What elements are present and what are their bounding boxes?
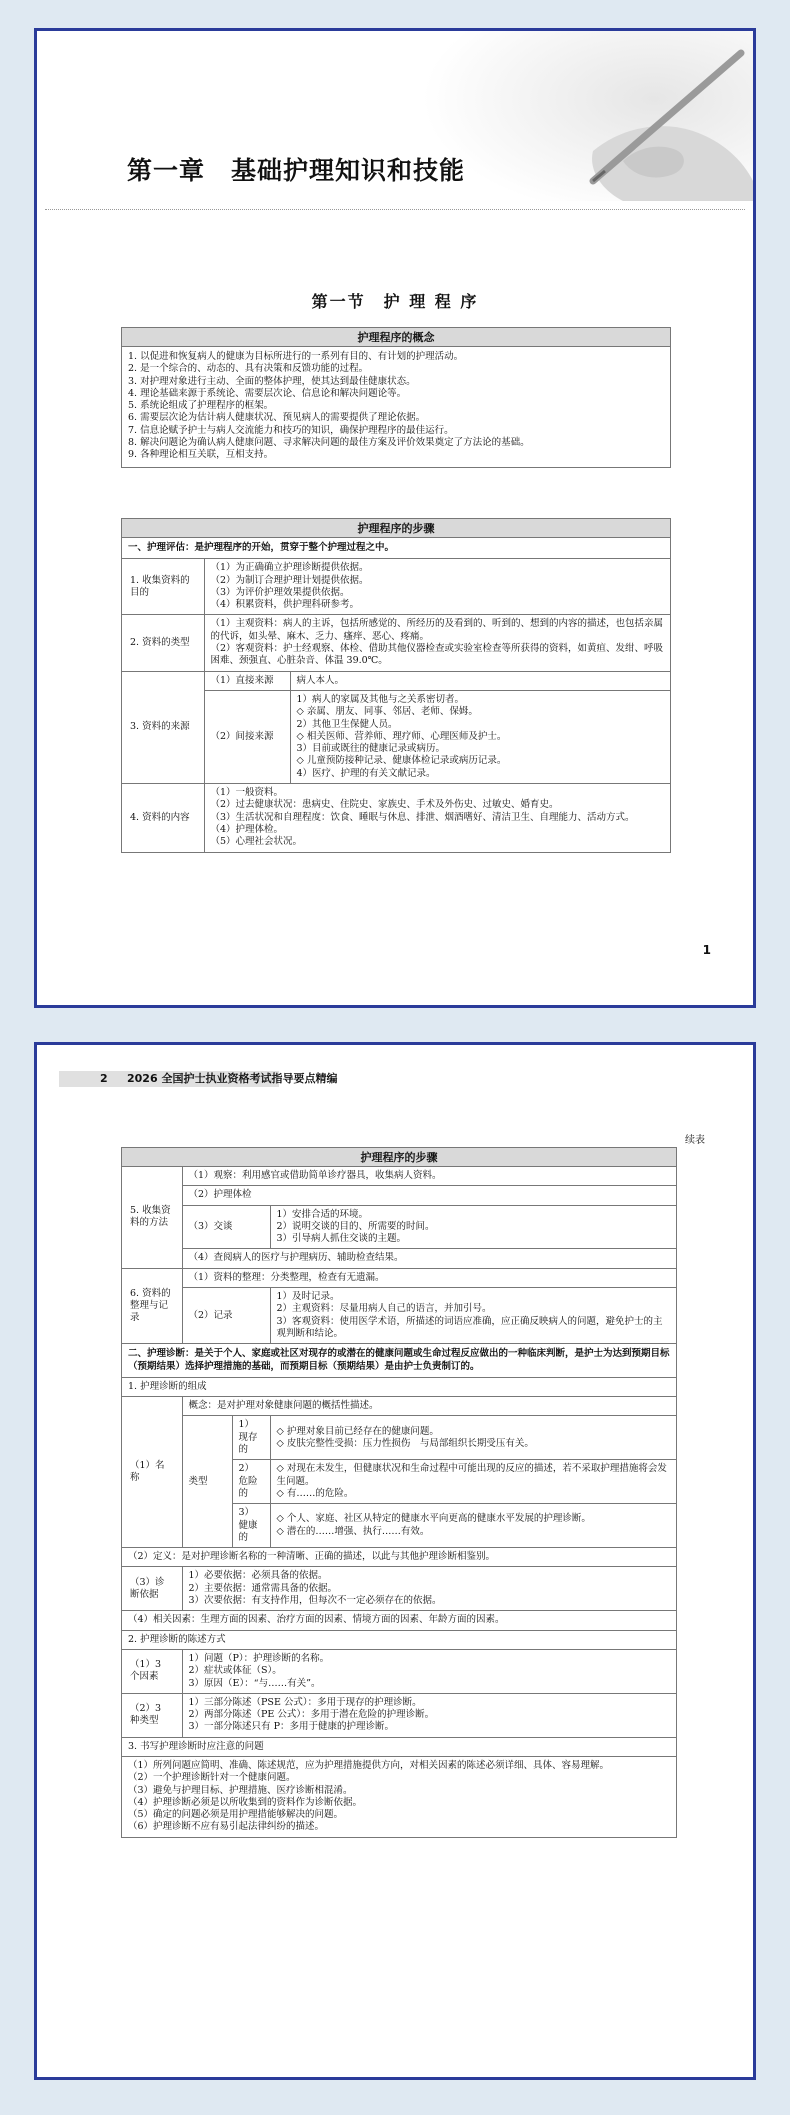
list-item: 3）原因（E）：“与……有关”。 [188, 1677, 321, 1689]
list-item: 3. 对护理对象进行主动、全面的整体护理，使其达到最佳健康状态。 [128, 375, 416, 387]
steps-box [121, 518, 671, 853]
list-item: （2）客观资料：护士经观察、体检、借助其他仪器检查或实验室检查等所获得的资料，如黄疸、发绀、呼吸困难、颈强直、心脏杂音、体温 39.0℃。 [210, 643, 664, 667]
list-item: 2）其他卫生保健人员。 [296, 718, 398, 730]
cell-value: （2）定义：是对护理诊断名称的一种清晰、正确的描述，以此与其他护理诊断相鉴别。 [122, 1548, 676, 1567]
steps-box-title: 护理程序的步骤 [122, 1148, 676, 1167]
list-item: ◇ 潜在的……增强、执行……有效。 [276, 1525, 430, 1537]
list-item: 4）医疗、护理的有关文献记录。 [296, 767, 436, 779]
list-item: （3）生活状况和自理程度：饮食、睡眠与休息、排泄、烟酒嗜好、清洁卫生、自理能力、活动方式。 [210, 811, 635, 823]
page-1 [34, 28, 756, 1008]
section-title: 第一节 护 理 程 序 [311, 292, 479, 311]
page-2 [34, 1042, 756, 2080]
list-item: 1）安排合适的环境。 [276, 1208, 369, 1220]
concept-box [121, 327, 671, 468]
list-item: （2）一个护理诊断针对一个健康问题。 [128, 1772, 296, 1784]
list-item: ◇ 个人、家庭、社区从特定的健康水平向更高的健康水平发展的护理诊断。 [276, 1513, 591, 1525]
list-item: ◇ 对现在未发生，但健康状况和生命过程中可能出现的反应的描述，若不采取护理措施将会发生问题。 [276, 1463, 667, 1487]
header-page-number: 2 [100, 1072, 108, 1085]
list-item: 8. 解决问题论为确认病人健康问题、寻求解决问题的最佳方案及评价效果奠定了方法论的基础。 [128, 437, 530, 449]
row-label: 6. 资料的整理与记录 [122, 1268, 182, 1343]
list-item: 2）症状或体征（S）。 [188, 1665, 282, 1677]
subsection-title: 3. 书写护理诊断时应注意的问题 [122, 1737, 676, 1756]
list-item: 3）一部分陈述只有 P：多用于健康的护理诊断。 [188, 1721, 394, 1733]
list-item: 9. 各种理论相互关联，互相支持。 [128, 449, 274, 461]
list-item: 1. 以促进和恢复病人的健康为目标所进行的一系列有目的、有计划的护理活动。 [128, 351, 464, 362]
list-item: 1）必要依据：必须具备的依据。 [188, 1570, 328, 1582]
list-item: ◇ 护理对象目前已经存在的健康问题。 [276, 1425, 439, 1437]
row-sublabel: （2）记录 [182, 1288, 270, 1344]
list-item: ◇ 亲属、朋友、同事、邻居、老师、保姆。 [296, 706, 478, 718]
row-label: （3）诊断依据 [122, 1567, 182, 1611]
list-item: 7. 信息论赋予护士与病人交流能力和技巧的知识，确保护理程序的最佳运行。 [128, 424, 454, 436]
list-item: 3）客观资料：使用医学术语，所描述的词语应准确，应正确反映病人的问题，避免护士的主观判断和结论。 [276, 1315, 663, 1339]
cell-value: （2）护理体检 [182, 1186, 676, 1205]
row-label: 3. 资料的来源 [122, 671, 204, 783]
list-item: （4）积累资料，供护理科研参考。 [210, 599, 360, 611]
list-item: 4. 理论基础来源于系统论、需要层次论、信息论和解决问题论等。 [128, 387, 407, 399]
list-item: 2）说明交谈的目的、所需要的时间。 [276, 1220, 435, 1232]
cell-value: 概念：是对护理对象健康问题的概括性描述。 [182, 1397, 676, 1416]
steps-table-continued [122, 1167, 676, 1837]
steps-table [122, 538, 670, 852]
subsection-title: 2. 护理诊断的陈述方式 [122, 1630, 676, 1649]
row-sublabel: 类型 [182, 1416, 232, 1548]
list-item: 1）病人的家属及其他与之关系密切者。 [296, 693, 465, 705]
row-sublabel: （1）直接来源 [204, 671, 290, 690]
chapter-title: 第一章 基础护理知识和技能 [127, 156, 466, 185]
section-heading: 二、护理诊断：是关于个人、家庭或社区对现存的或潜在的健康问题或生命过程反应做出的一种临床判断，是护士为达到预期目标（预期结果）选择护理措施的基础，而预期目标（预期结果）是由护士负责制订的。 [122, 1344, 676, 1378]
list-item: （1）为正确确立护理诊断提供依据。 [210, 562, 369, 574]
list-item: （4）护理体检。 [210, 823, 284, 835]
row-label: 5. 收集资料的方法 [122, 1167, 182, 1268]
list-item: （4）护理诊断必须是以所收集到的资料作为诊断依据。 [128, 1796, 363, 1808]
list-item: 2）两部分陈述（PE 公式）：多用于潜在危险的护理诊断。 [188, 1709, 435, 1721]
page-number: 1 [702, 943, 711, 957]
list-item: ◇ 相关医师、营养师、理疗师、心理医师及护士。 [296, 730, 507, 742]
list-item: （6）护理诊断不应有易引起法律纠纷的描述。 [128, 1821, 325, 1833]
row-label: 1. 收集资料的目的 [122, 559, 204, 615]
list-item: ◇ 皮肤完整性受损：压力性损伤 与局部组织长期受压有关。 [276, 1437, 534, 1449]
row-label: （2）3 种类型 [122, 1693, 182, 1737]
row-sublabel: 3）健康的 [232, 1504, 270, 1548]
row-label: （1）3 个因素 [122, 1649, 182, 1693]
list-item: ◇ 有……的危险。 [276, 1487, 354, 1499]
list-item: 1）及时记录。 [276, 1291, 340, 1303]
row-sublabel: 1）现存的 [232, 1416, 270, 1460]
steps-box-continued [121, 1147, 677, 1838]
concept-box-title: 护理程序的概念 [122, 328, 670, 347]
row-sublabel: （2）间接来源 [204, 690, 290, 783]
list-item: （5）心理社会状况。 [210, 836, 303, 848]
row-sublabel: 2）危险的 [232, 1460, 270, 1504]
list-item: 6. 需要层次论为估计病人健康状况、预见病人的需要提供了理论依据。 [128, 412, 426, 424]
list-item: 5. 系统论组成了护理程序的框架。 [128, 400, 274, 412]
subsection-title: 1. 护理诊断的组成 [122, 1377, 676, 1396]
cell-value: 病人本人。 [290, 671, 670, 690]
list-item: 1）问题（P）：护理诊断的名称。 [188, 1652, 330, 1664]
row-label: 4. 资料的内容 [122, 784, 204, 852]
list-item: （2）过去健康状况：患病史、住院史、家族史、手术及外伤史、过敏史、婚育史。 [210, 799, 559, 811]
list-item: （1）所列问题应简明、准确、陈述规范，应为护理措施提供方向，对相关因素的陈述必须详细、具体、容易理解。 [128, 1759, 610, 1771]
list-item: （3）避免与护理目标、护理措施、医疗诊断相混淆。 [128, 1784, 353, 1796]
list-item: （1）一般资料。 [210, 787, 284, 799]
list-item: 3）次要依据：有支持作用，但每次不一定必须存在的依据。 [188, 1595, 442, 1607]
list-item: 2）主要依据：通常需具备的依据。 [188, 1582, 338, 1594]
list-item: 2. 是一个综合的、动态的、具有决策和反馈功能的过程。 [128, 363, 369, 375]
cell-value: （4）相关因素：生理方面的因素、治疗方面的因素、情境方面的因素、年龄方面的因素。 [122, 1611, 676, 1630]
cell-value: （4）查阅病人的医疗与护理病历、辅助检查结果。 [182, 1249, 676, 1268]
row-label: 2. 资料的类型 [122, 615, 204, 671]
list-item: 1）三部分陈述（PSE 公式）：多用于现存的护理诊断。 [188, 1696, 422, 1708]
list-item: （3）为评价护理效果提供依据。 [210, 586, 350, 598]
cell-value: （1）资料的整理：分类整理，检查有无遗漏。 [182, 1268, 676, 1287]
list-item: 3）引导病人抓住交谈的主题。 [276, 1233, 407, 1245]
steps-box-title: 护理程序的步骤 [122, 519, 670, 538]
list-item: （2）为制订合理护理计划提供依据。 [210, 574, 369, 586]
running-header-title: 2026 全国护士执业资格考试指导要点精编 [127, 1072, 338, 1085]
list-item: ◇ 儿童预防接种记录、健康体检记录或病历记录。 [296, 755, 507, 767]
section-heading: 一、护理评估：是护理程序的开始，贯穿于整个护理过程之中。 [122, 538, 670, 559]
divider [45, 209, 745, 210]
list-item: 3）目前或既往的健康记录或病历。 [296, 743, 446, 755]
row-sublabel: （3）交谈 [182, 1205, 270, 1249]
row-label: （1）名称 [122, 1397, 182, 1548]
continued-label: 续表 [685, 1135, 705, 1146]
list-item: （1）主观资料：病人的主诉，包括所感觉的、所经历的及看到的、听到的、想到的内容的描述，也包括亲属的代诉，如头晕、麻木、乏力、瘙痒、恶心、疼痛。 [210, 618, 664, 642]
cell-value: （1）观察：利用感官或借助简单诊疗器具，收集病人资料。 [182, 1167, 676, 1186]
list-item: （5）确定的问题必须是用护理措能够解决的问题。 [128, 1809, 344, 1821]
list-item: 2）主观资料：尽量用病人自己的语言，并加引号。 [276, 1303, 492, 1315]
pen-hand-illustration [423, 31, 753, 201]
